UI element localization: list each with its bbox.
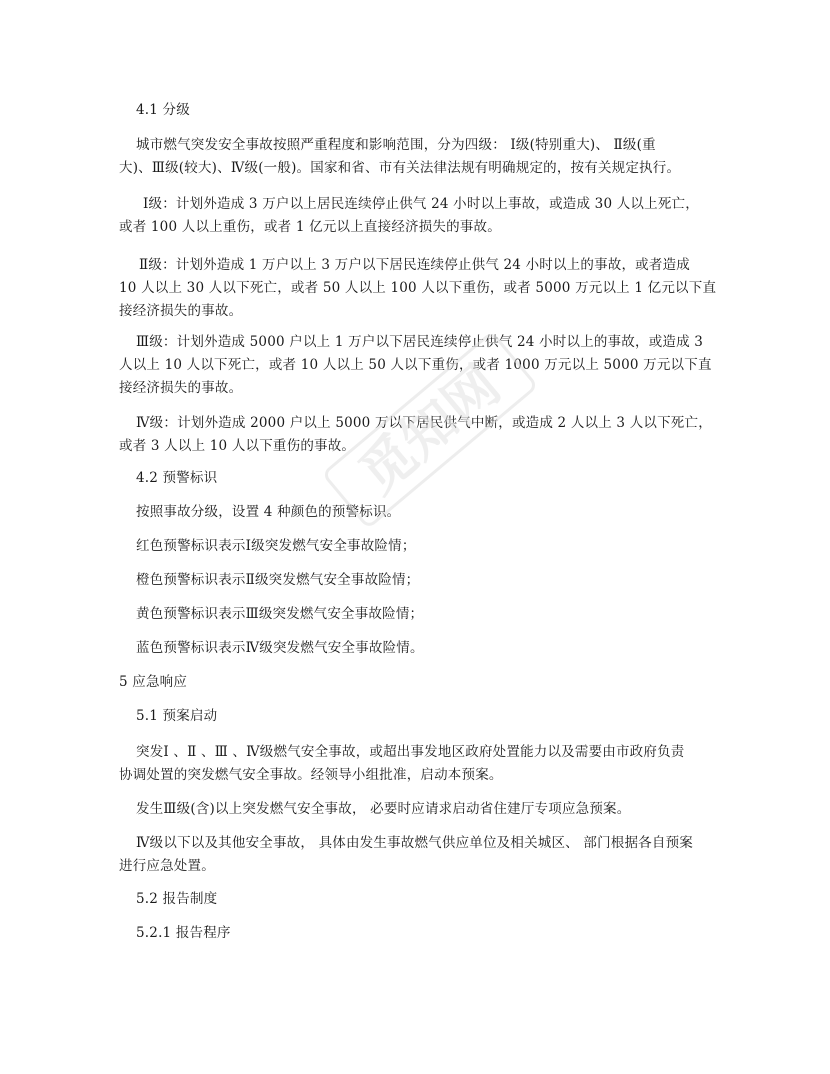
paragraph-line: 突发Ⅰ 、Ⅱ 、Ⅲ 、Ⅳ级燃气安全事故，或超出事发地区政府处置能力以及需要由市政府负责 bbox=[136, 744, 685, 760]
paragraph-line: Ⅲ级：计划外造成 5000 户以上 1 万户以下居民连续停止供气 24 小时以上的事故，或造成 3 bbox=[136, 334, 704, 350]
paragraph-line: 10 人以上 30 人以下死亡，或者 50 人以上 100 人以下重伤，或者 5000 万元以上 1 亿元以下直 bbox=[119, 280, 717, 296]
paragraph-line: 或者 100 人以上重伤，或者 1 亿元以上直接经济损失的事故。 bbox=[119, 219, 501, 235]
paragraph-line: 橙色预警标识表示Ⅱ级突发燃气安全事故险情； bbox=[136, 572, 420, 588]
paragraph-line: Ⅱ级：计划外造成 1 万户以上 3 万户以下居民连续停止供气 24 小时以上的事故，或者造成 bbox=[139, 257, 690, 273]
paragraph-line: 进行应急处置。 bbox=[119, 858, 215, 874]
heading-5-1: 5.1 预案启动 bbox=[136, 708, 218, 724]
paragraph-line: 按照事故分级，设置 4 种颜色的预警标识。 bbox=[136, 504, 401, 520]
paragraph-line: 发生Ⅲ级(含)以上突发燃气安全事故， 必要时应请求启动省住建厅专项应急预案。 bbox=[136, 801, 631, 817]
paragraph-line: 或者 3 人以上 10 人以下重伤的事故。 bbox=[119, 438, 356, 454]
paragraph-line: 协调处置的突发燃气安全事故。经领导小组批准，启动本预案。 bbox=[119, 767, 503, 783]
heading-5: 5 应急响应 bbox=[119, 674, 188, 690]
paragraph-line: 接经济损失的事故。 bbox=[119, 303, 243, 319]
paragraph-line: 黄色预警标识表示Ⅲ级突发燃气安全事故险情； bbox=[136, 606, 424, 622]
paragraph-line: 接经济损失的事故。 bbox=[119, 380, 243, 396]
heading-4-2: 4.2 预警标识 bbox=[136, 470, 218, 486]
paragraph-line: Ⅰ级：计划外造成 3 万户以上居民连续停止供气 24 小时以上事故，或造成 30 人以上死亡， bbox=[143, 196, 699, 212]
paragraph-line: 城市燃气突发安全事故按照严重程度和影响范围，分为四级： Ⅰ级(特别重大)、 Ⅱ级(重 bbox=[136, 137, 656, 153]
paragraph-line: Ⅳ级：计划外造成 2000 户以上 5000 万以下居民供气中断，或造成 2 人以上 3 人以下死亡， bbox=[136, 415, 712, 431]
paragraph-line: 大)、Ⅲ级(较大)、Ⅳ级(一般)。国家和省、市有关法律法规有明确规定的，按有关规定执行。 bbox=[119, 160, 681, 176]
paragraph-line: 人以上 10 人以下死亡，或者 10 人以上 50 人以下重伤，或者 1000 万元以上 5000 万元以下直 bbox=[119, 357, 712, 373]
paragraph-line: 蓝色预警标识表示Ⅳ级突发燃气安全事故险情。 bbox=[136, 640, 424, 656]
paragraph-line: 红色预警标识表示Ⅰ级突发燃气安全事故险情； bbox=[136, 538, 416, 554]
heading-4-1: 4.1 分级 bbox=[136, 102, 190, 118]
svg-text:觅知网: 觅知网 bbox=[347, 353, 512, 506]
paragraph-line: Ⅳ级以下以及其他安全事故， 具体由发生事故燃气供应单位及相关城区、 部门根据各自预案 bbox=[136, 835, 693, 851]
heading-5-2: 5.2 报告制度 bbox=[136, 891, 218, 907]
heading-5-2-1: 5.2.1 报告程序 bbox=[136, 925, 231, 941]
